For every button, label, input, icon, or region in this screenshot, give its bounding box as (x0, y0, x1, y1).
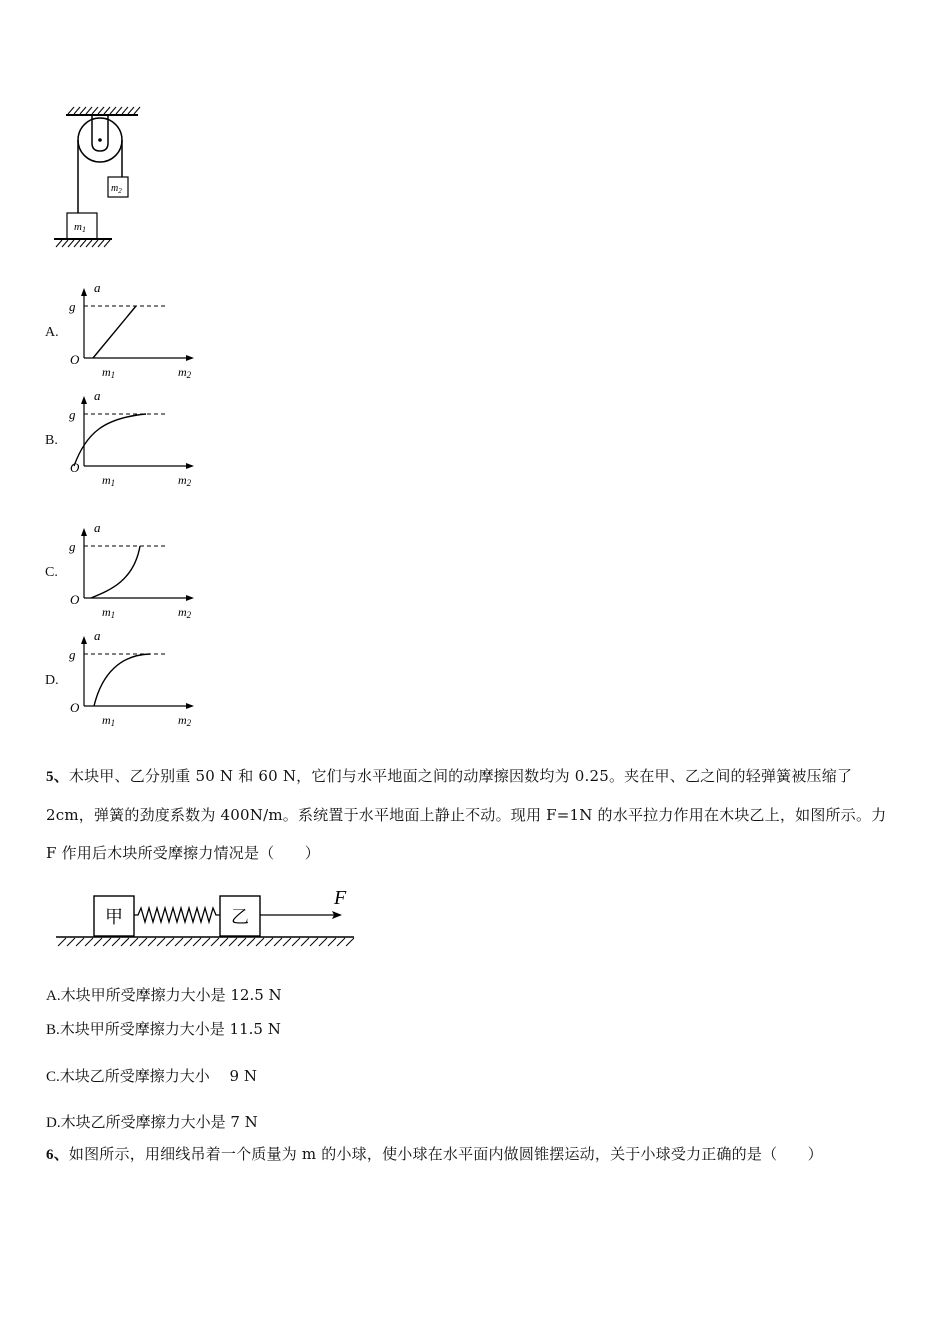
block-yi-label: 乙 (231, 907, 249, 928)
x-axis-label: m2 (178, 473, 192, 488)
g-label: g (69, 539, 76, 554)
spring-blocks-figure (52, 884, 362, 952)
x-axis-label: m2 (178, 605, 192, 620)
origin-label: O (70, 352, 80, 367)
q5-line-3: F 作用后木块所受摩擦力情况是（ ） (46, 844, 320, 862)
graph-svg (66, 628, 226, 728)
x-tick-label: m1 (102, 365, 116, 380)
q5-option-a[interactable]: A.木块甲所受摩擦力大小是 12.5 N (46, 986, 282, 1004)
m2-label: $m_2$ (111, 183, 122, 195)
y-axis-arrow (81, 636, 87, 644)
y-axis-label: a (94, 628, 101, 643)
graph-svg (66, 280, 226, 380)
origin-label: O (70, 460, 80, 475)
y-axis-label: a (94, 388, 101, 403)
x-axis-label: m2 (178, 365, 192, 380)
graph-curve (74, 414, 146, 466)
g-label: g (69, 407, 76, 422)
graph-svg (66, 520, 226, 620)
x-axis-arrow (186, 463, 194, 469)
x-axis-arrow (186, 703, 194, 709)
q5-option-b[interactable]: B.木块甲所受摩擦力大小是 11.5 N (46, 1020, 281, 1038)
origin-label: O (70, 592, 80, 607)
m1-label: m1 (74, 221, 86, 234)
q5-option-d[interactable]: D.木块乙所受摩擦力大小是 7 N (46, 1113, 258, 1131)
graph-svg (66, 388, 226, 488)
origin-label: O (70, 700, 80, 715)
block-jia-label: 甲 (105, 907, 123, 928)
x-axis-label: m2 (178, 713, 192, 728)
graph-option-label: D. (45, 673, 59, 688)
force-label: F (334, 887, 347, 909)
y-axis-arrow (81, 288, 87, 296)
graph-option-label: A. (45, 325, 59, 340)
q5-line-1: 5、木块甲、乙分别重 50 N 和 60 N，它们与水平地面之间的动摩擦因数均为 0.25。夹在甲、乙之间的轻弹簧被压缩了 (46, 767, 853, 785)
q5-option-c[interactable]: C.木块乙所受摩擦力大小 9 N (46, 1067, 257, 1085)
g-label: g (69, 299, 76, 314)
x-tick-label: m1 (102, 605, 116, 620)
y-axis-label: a (94, 280, 101, 295)
graph-option-label: C. (45, 565, 58, 580)
graph-curve (91, 546, 140, 598)
pulley-figure (50, 105, 150, 255)
graph-option-label: B. (45, 433, 58, 448)
graph-curve (94, 654, 150, 706)
g-label: g (69, 647, 76, 662)
y-axis-arrow (81, 396, 87, 404)
q5-line-2: 2cm，弹簧的劲度系数为 400N/m。系统置于水平地面上静止不动。现用 F=1N 的水平拉力作用在木块乙上，如图所示。力 (46, 806, 887, 824)
question-6 (46, 1135, 916, 1174)
x-axis-arrow (186, 595, 194, 601)
y-axis-label: a (94, 520, 101, 535)
graph-curve (93, 306, 136, 358)
x-tick-label: m1 (102, 713, 116, 728)
y-axis-arrow (81, 528, 87, 536)
x-axis-arrow (186, 355, 194, 361)
q6-line-1: 6、如图所示，用细线吊着一个质量为 m 的小球，使小球在水平面内做圆锥摆运动，关于小球受力正确的是（ ） (46, 1145, 823, 1163)
spring (134, 908, 220, 922)
question-5 (46, 757, 916, 872)
x-tick-label: m1 (102, 473, 116, 488)
